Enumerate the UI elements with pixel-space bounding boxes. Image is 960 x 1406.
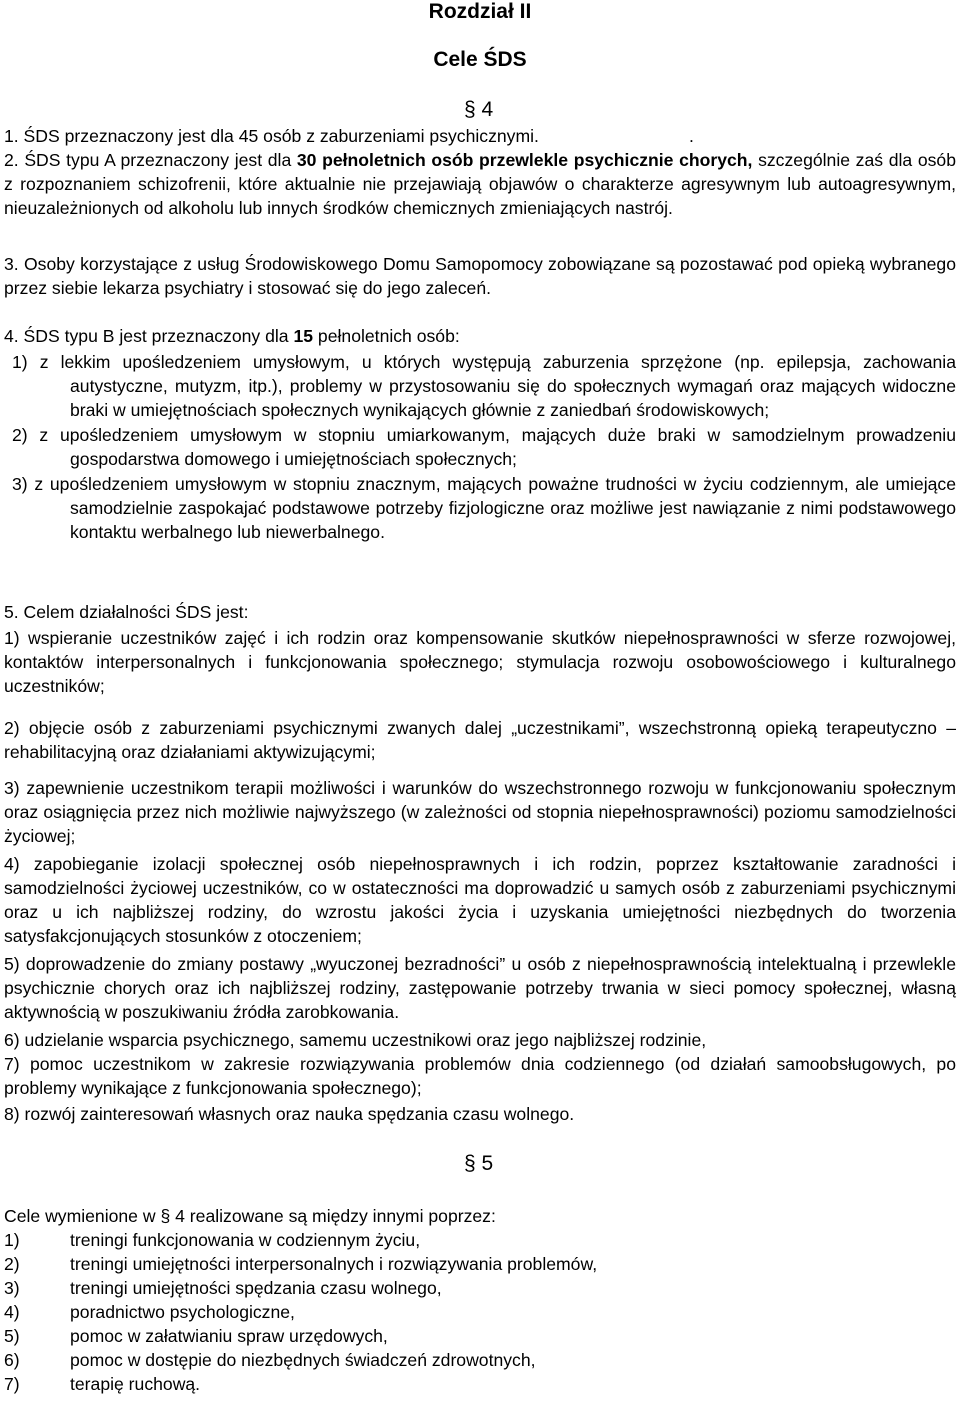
section-4-point-5-heading: 5. Celem działalności ŚDS jest: [4,602,249,622]
goal-item-8: 8) rozwój zainteresowań własnych oraz nauka spędzania czasu wolnego. [4,1104,575,1124]
list-item: 2) z upośledzeniem umysłowym w stopniu umiarkowanym, mających duże braki w samodzielnym prowadzeniu gospodarstwa domowego i umiejętnościach społecznych; [12,425,956,469]
chapter-subtitle: Cele ŚDS [433,48,527,71]
list-item: 2) treningi umiejętności interpersonalnych i rozwiązywania problemów, [4,1254,598,1274]
list-item: 3) treningi umiejętności spędzania czasu wolnego, [4,1278,442,1298]
list-item: 7) terapię ruchową. [4,1374,201,1394]
section-4-sign: § 4 [464,98,494,121]
goal-item-4: 4) zapobieganie izolacji społecznej osób niepełnosprawnych i ich rodzin, poprzez kształtowanie zaradności i samodzielności życiowej uczestników, co w ostateczności ma doprowadzić u samych osób z zaburzeniami psychicznymi oraz u ich najbliższej rodziny, do wzrostu jakości życia i uzyskania umiejętności niezbędnych do tworzenia satysfakcjonujących stosunków z otoczeniem; [4,854,956,946]
section-4-point-3: 3. Osoby korzystające z usług Środowiskowego Domu Samopomocy zobowiązane są pozostawać pod opieką wybranego przez siebie lekarza psychiatry i stosować się do jego zaleceń. [4,254,956,298]
section-4-point-1: 1. ŚDS przeznaczony jest dla 45 osób z zaburzeniami psychicznymi. . [4,126,694,146]
section-5-list [4,1228,956,1396]
section-5-sign: § 5 [464,1152,494,1175]
section-4-list [4,350,956,544]
goal-item-5: 5) doprowadzenie do zmiany postawy „wyuczonej bezradności” u osób z niepełnosprawnością intelektualną i przewlekle psychicznie chorych oraz ich najbliższej rodziny, zastępowanie potrzeby trwania w sieci pomocy społecznej, własną aktywnością w poszukiwaniu źródła zarobkowania. [4,954,956,1022]
list-item: 3) z upośledzeniem umysłowym w stopniu znacznym, mających poważne trudności w życiu codziennym, ale umiejące samodzielnie zaspokajać podstawowe potrzeby fizjologiczne oraz możliwe jest nawiązanie z nimi podstawowego kontaktu werbalnego lub niewerbalnego. [12,474,956,542]
goal-item-1: 1) wspieranie uczestników zajęć i ich rodzin oraz kompensowanie skutków niepełnosprawności w sferze rozwojowej, kontaktów interpersonalnych i funkcjonowania społecznego; stymulacja rozwoju osobowościowego i kulturalnego uczestników; [4,628,956,696]
section-4-point-4: 4. ŚDS typu B jest przeznaczony dla 15 pełnoletnich osób: [4,326,460,346]
chapter-title: Rozdział II [428,0,532,23]
goal-item-6: 6) udzielanie wsparcia psychicznego, samemu uczestnikowi oraz jego najbliższej rodzinie, [4,1030,707,1050]
list-item: 6) pomoc w dostępie do niezbędnych świadczeń zdrowotnych, [4,1350,536,1370]
list-item: 5) pomoc w załatwianiu spraw urzędowych, [4,1326,388,1346]
list-item: 1) treningi funkcjonowania w codziennym życiu, [4,1230,421,1250]
section-4-point-2: 2. ŚDS typu A przeznaczony jest dla 30 pełnoletnich osób przewlekle psychicznie chorych, szczególnie zaś dla osób z rozpoznaniem schizofrenii, które aktualnie nie przejawiają objawów o charakterze agresywnym lub autoagresywnym, nieuzależnionych od alkoholu lub innych środków chemicznych zmieniających nastrój. [4,150,956,218]
goal-item-7: 7) pomoc uczestnikom w zakresie rozwiązywania problemów dnia codziennego (od działań samoobsługowych, po problemy wynikające z funkcjonowania społecznego); [4,1054,956,1098]
list-item: 4) poradnictwo psychologiczne, [4,1302,295,1322]
section-5-intro: Cele wymienione w § 4 realizowane są między innymi poprzez: [4,1206,496,1226]
goal-item-2: 2) objęcie osób z zaburzeniami psychicznymi zwanych dalej „uczestnikami”, wszechstronną opieką terapeutyczno – rehabilitacyjną oraz działaniami aktywizującymi; [4,718,956,762]
list-item: 1) z lekkim upośledzeniem umysłowym, u których występują zaburzenia sprzężone (np. epilepsja, zachowania autystyczne, mutyzm, itp.), problemy w przystosowaniu się do społecznych wymagań oraz mających widoczne braki w umiejętnościach społecznych wynikających głównie z zaniedbań środowiskowych; [12,352,956,420]
goal-item-3: 3) zapewnienie uczestnikom terapii możliwości i warunków do wszechstronnego rozwoju w funkcjonowaniu społecznym oraz osiągnięcia przez nich możliwie najwyższego (w zależności od stopnia niepełnosprawności) poziomu samodzielności życiowej; [4,778,956,846]
